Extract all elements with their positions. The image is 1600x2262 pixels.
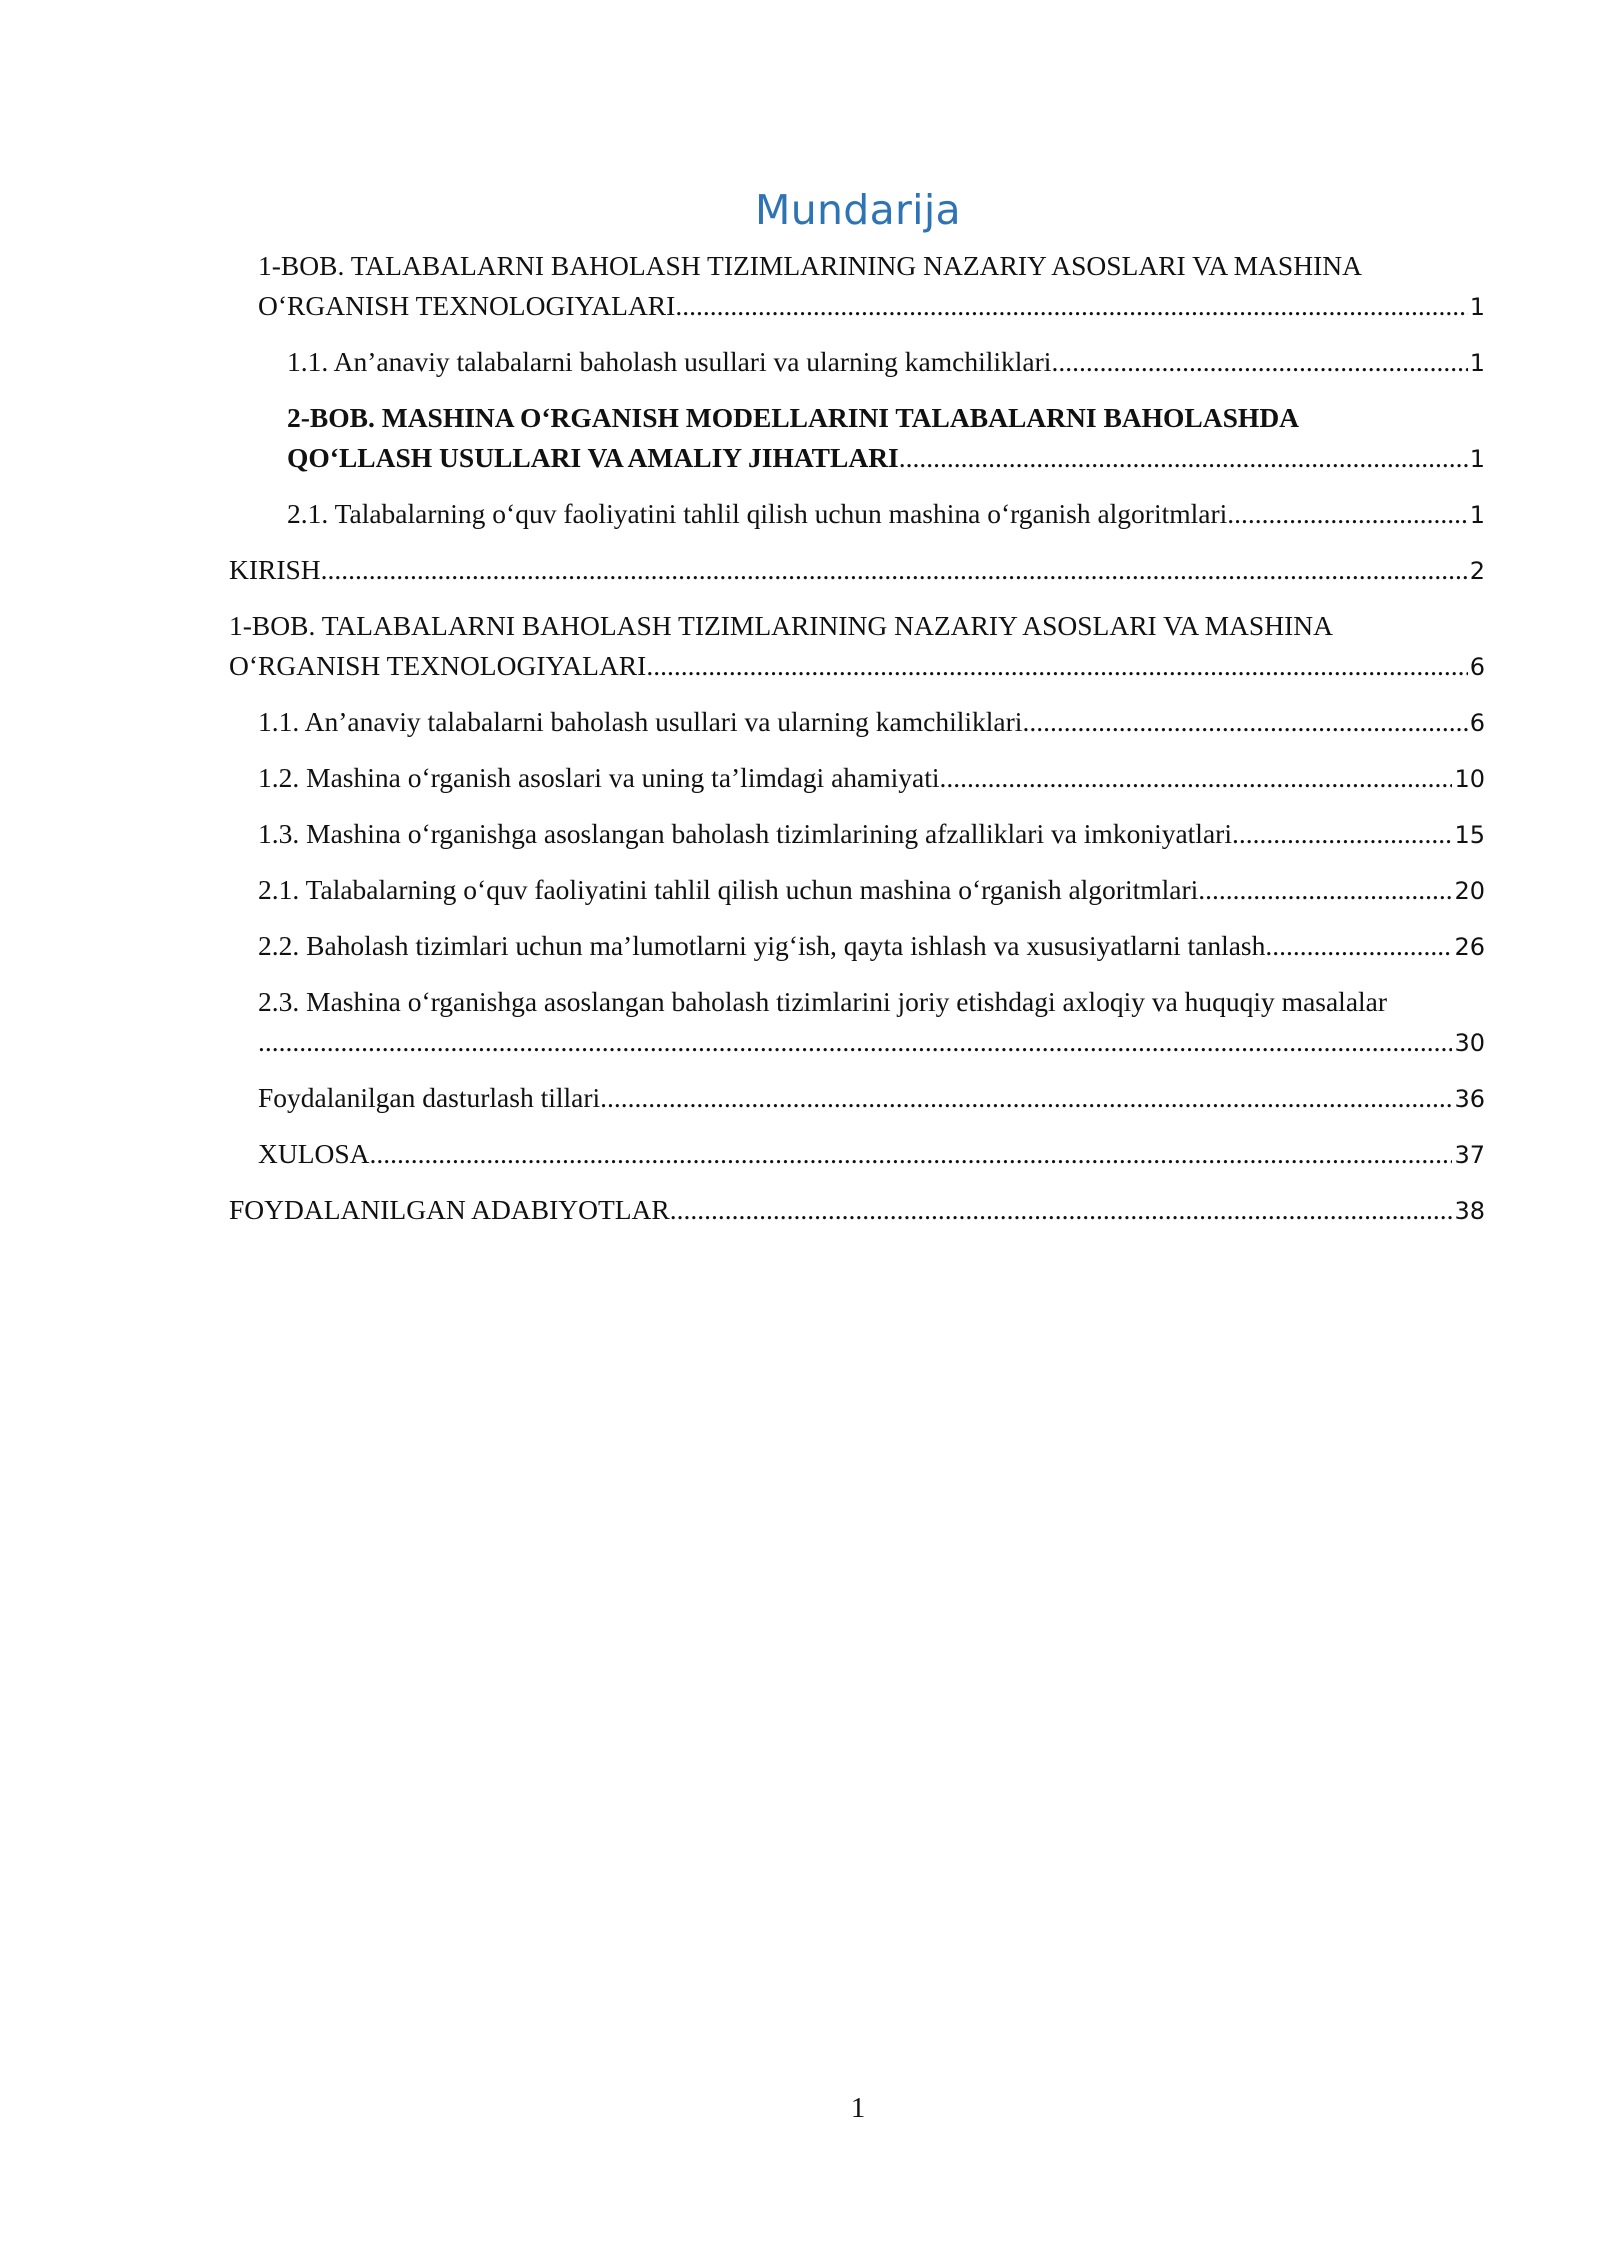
toc-entry-section-2-3[interactable] xyxy=(229,982,1485,1063)
footer-page-number: 1 xyxy=(850,2092,866,2124)
toc-entry-text: FOYDALANILGAN ADABIYOTLAR xyxy=(229,1194,670,1225)
toc-entry-text: 1-BOB. TALABALARNI BAHOLASH TIZIMLARINING NAZARIY ASOSLARI VA MASHINA xyxy=(229,610,1333,641)
toc-entry-text: Foydalanilgan dasturlash tillari xyxy=(258,1082,601,1113)
toc-entry-section-1-1[interactable] xyxy=(229,342,1485,383)
toc-entry-text: 1.1. An’anaviy talabalarni baholash usullari va ularning kamchiliklari xyxy=(258,706,1023,737)
toc-page-number: 30 xyxy=(1454,1029,1485,1057)
toc-page-number: 6 xyxy=(1469,653,1485,681)
toc-entry-text: 2.1. Talabalarning o‘quv faoliyatini tahlil qilish uchun mashina o‘rganish algoritmlari xyxy=(258,874,1199,905)
toc-entry-section-2-1[interactable] xyxy=(229,870,1485,911)
toc-entry-text: KIRISH xyxy=(229,554,321,585)
toc-page-number: 2 xyxy=(1469,557,1485,585)
toc-entry-text: 2.1. Talabalarning o‘quv faoliyatini tahlil qilish uchun mashina o‘rganish algoritmlari xyxy=(287,498,1228,529)
toc-entry-programming-languages[interactable] xyxy=(229,1078,1485,1119)
dot-leader xyxy=(1022,702,1467,742)
toc-entry-chapter-1[interactable] xyxy=(229,246,1485,327)
toc-entry-text: QO‘LLASH USULLARI VA AMALIY JIHATLARI xyxy=(287,442,899,473)
dot-leader xyxy=(646,646,1467,686)
toc-page-number: 37 xyxy=(1454,1141,1485,1169)
dot-leader xyxy=(1198,870,1452,910)
dot-leader xyxy=(321,550,1468,590)
dot-leader xyxy=(370,1134,1453,1174)
toc-page-number: 1 xyxy=(1469,349,1485,377)
toc-entry-chapter-2[interactable] xyxy=(229,398,1485,479)
toc-page-number: 1 xyxy=(1469,293,1485,321)
toc-entry-text: 1-BOB. TALABALARNI BAHOLASH TIZIMLARINING NAZARIY ASOSLARI VA MASHINA xyxy=(258,250,1362,281)
dot-leader xyxy=(670,1190,1453,1230)
toc-page-number: 15 xyxy=(1454,821,1485,849)
toc-entry-xulosa[interactable] xyxy=(229,1134,1485,1175)
toc-entry-text: 2.3. Mashina o‘rganishga asoslangan baholash tizimlarini joriy etishdagi axloqiy va huquqiy masalalar xyxy=(258,986,1388,1017)
dot-leader xyxy=(600,1078,1452,1118)
toc-page-number: 38 xyxy=(1454,1197,1485,1225)
toc-entry-text: 1.2. Mashina o‘rganish asoslari va uning ta’limdagi ahamiyati xyxy=(258,762,940,793)
toc-page-number: 20 xyxy=(1454,877,1485,905)
toc-entry-text: 1.1. An’anaviy talabalarni baholash usullari va ularning kamchiliklari xyxy=(287,346,1052,377)
toc-entry-text: 1.3. Mashina o‘rganishga asoslangan baholash tizimlarining afzalliklari va imkoniyatlari xyxy=(258,818,1232,849)
toc-page-number: 6 xyxy=(1469,709,1485,737)
toc-entry-text: 2-BOB. MASHINA O‘RGANISH MODELLARINI TALABALARNI BAHOLASHDA xyxy=(287,402,1300,433)
toc-page-number: 10 xyxy=(1454,765,1485,793)
toc-entry-text: 2.2. Baholash tizimlari uchun ma’lumotlarni yig‘ish, qayta ishlash va xususiyatlarni tanlash xyxy=(258,930,1266,961)
toc-entry-section-1-3[interactable] xyxy=(229,814,1485,855)
toc-entry-section-2-1[interactable] xyxy=(229,494,1485,535)
toc-entry-text: O‘RGANISH TEXNOLOGIYALARI xyxy=(258,290,676,321)
dot-leader xyxy=(1227,494,1467,534)
toc-entry-kirish[interactable] xyxy=(229,550,1485,591)
toc-entry-references[interactable] xyxy=(229,1190,1485,1231)
toc-page-number: 1 xyxy=(1469,501,1485,529)
dot-leader xyxy=(1232,814,1452,854)
dot-leader xyxy=(258,1022,1452,1062)
dot-leader xyxy=(675,286,1467,326)
dot-leader xyxy=(1265,926,1452,966)
toc-entry-section-2-2[interactable] xyxy=(229,926,1485,967)
toc-page-number: 36 xyxy=(1454,1085,1485,1113)
dot-leader xyxy=(899,438,1468,478)
toc-entry-text: XULOSA xyxy=(258,1138,370,1169)
toc-page-number: 1 xyxy=(1469,445,1485,473)
toc-entry-chapter-1[interactable] xyxy=(229,606,1485,687)
dot-leader xyxy=(1051,342,1467,382)
toc-entry-section-1-1[interactable] xyxy=(229,702,1485,743)
toc-entry-text: O‘RGANISH TEXNOLOGIYALARI xyxy=(229,650,647,681)
dot-leader xyxy=(940,758,1453,798)
toc-page-number: 26 xyxy=(1454,933,1485,961)
toc-title: Mundarija xyxy=(755,186,961,234)
table-of-contents xyxy=(229,246,1485,1246)
toc-entry-section-1-2[interactable] xyxy=(229,758,1485,799)
